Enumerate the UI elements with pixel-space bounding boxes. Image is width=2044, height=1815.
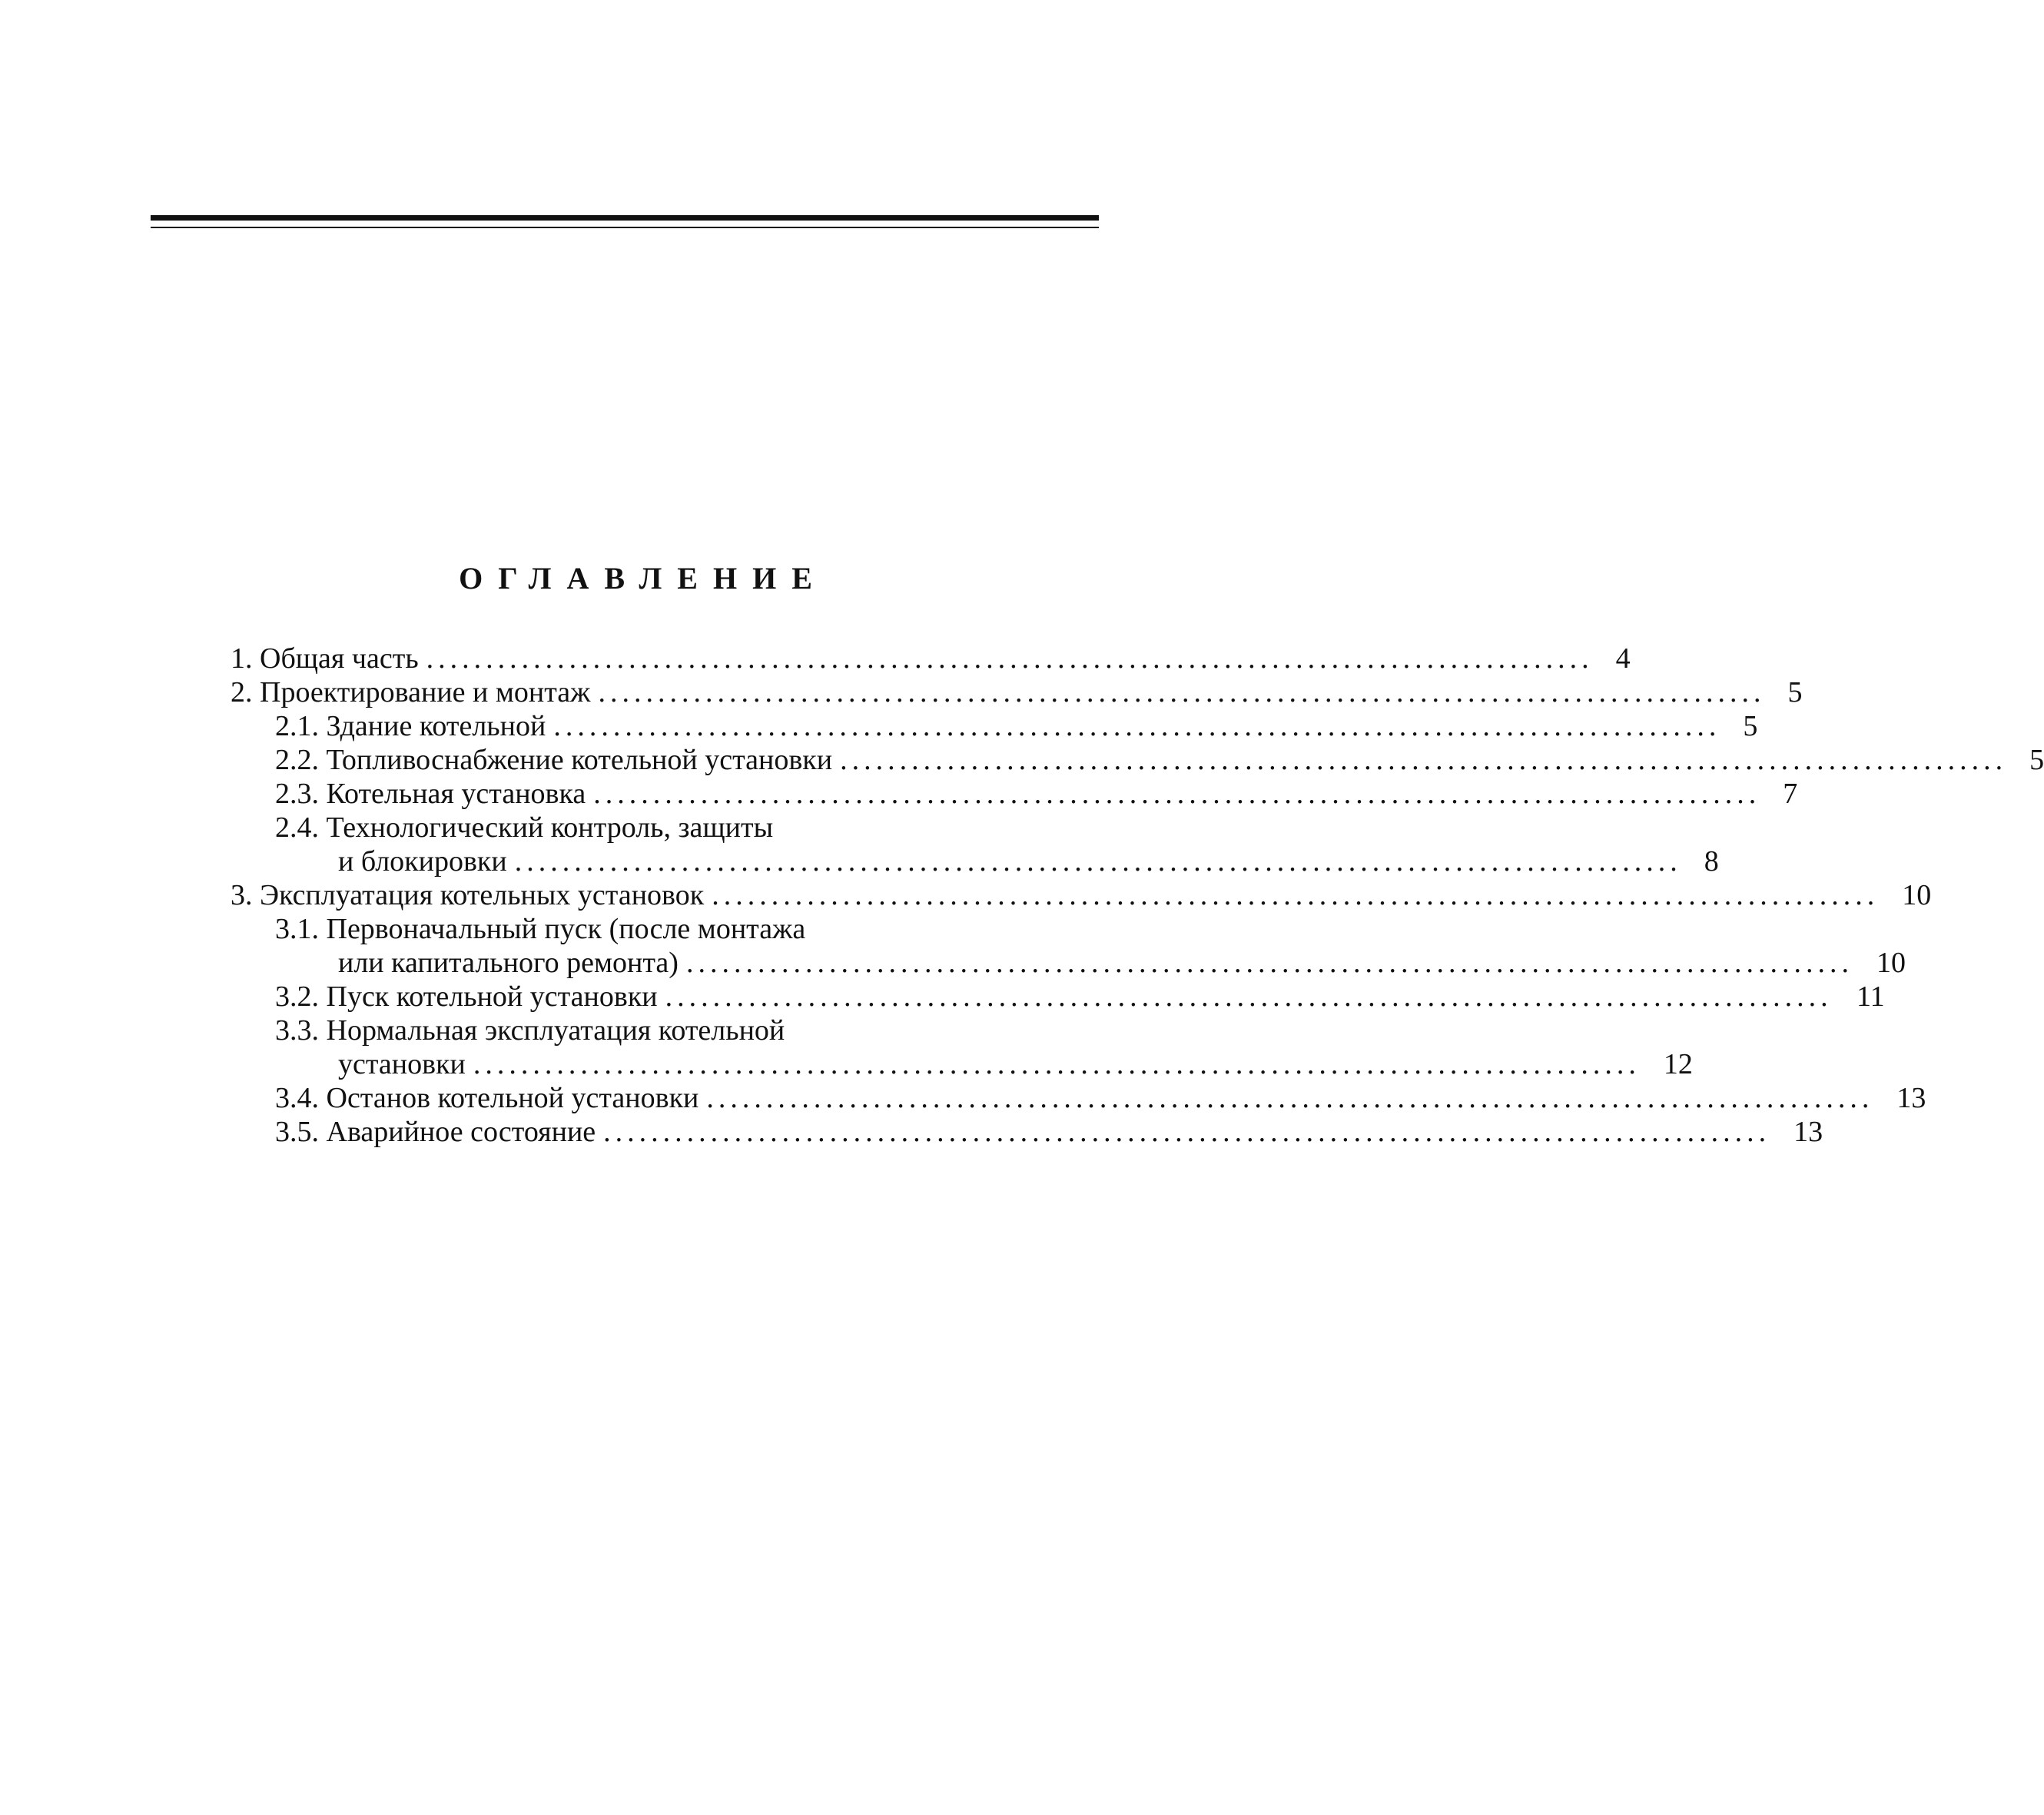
toc-entry-3-3[interactable] [231, 1014, 1026, 1047]
toc-entry-title: Здание котельной [326, 710, 546, 742]
toc-entry-3-1[interactable] [231, 912, 1026, 946]
toc-entry-page: 5 [1787, 676, 1803, 708]
toc-entry-number: 3.2. [275, 980, 319, 1013]
toc-entry-title: Останов котельной установки [326, 1082, 699, 1114]
toc-entry-title: Аварийное состояние [326, 1116, 596, 1148]
toc-entry-title: Первоначальный пуск (после монтажа [326, 913, 806, 945]
toc-entry-number: 2.4. [275, 811, 319, 844]
toc-entry-page: 11 [1857, 980, 1885, 1013]
toc-entry-page: 12 [1663, 1048, 1693, 1080]
dot-leader: .................................................................................................. [665, 980, 1833, 1013]
toc-entry-3-5[interactable] [231, 1115, 1823, 1149]
dot-leader: .................................................................................................. [603, 1116, 1771, 1148]
toc-entry-page: 10 [1876, 947, 1906, 979]
dot-leader: .................................................................................................. [593, 778, 1761, 810]
toc-entry-number: 3.4. [275, 1082, 319, 1114]
dot-leader: .................................................................................................. [514, 845, 1682, 878]
toc-entry-title: Нормальная эксплуатация котельной [326, 1014, 785, 1047]
toc-entry-number: 2. [231, 676, 253, 708]
dot-leader: .................................................................................................. [426, 642, 1594, 675]
toc-entry-title: Топливоснабжение котельной установки [326, 744, 833, 776]
toc-entry-title: Эксплуатация котельных установок [260, 879, 705, 911]
toc-entry-title: Котельная установка [326, 778, 586, 810]
toc-entry-page: 8 [1704, 845, 1719, 878]
toc-entry-3-3-continuation[interactable] [231, 1047, 1693, 1081]
toc-entry-number: 2.3. [275, 778, 319, 810]
dot-leader: .................................................................................................. [598, 676, 1766, 708]
toc-entry-number: 3.5. [275, 1116, 319, 1148]
toc-entry-1[interactable] [231, 642, 1631, 675]
toc-heading: ОГЛАВЛЕНИЕ [459, 561, 828, 596]
toc-entry-number: 1. [231, 642, 253, 675]
toc-entry-title-continuation: и блокировки [338, 845, 507, 878]
toc-entry-2[interactable] [231, 675, 1803, 709]
dot-leader: .................................................................................................. [706, 1082, 1874, 1114]
toc-entry-3-1-continuation[interactable] [231, 946, 1906, 980]
toc-entry-page: 4 [1615, 642, 1631, 675]
toc-entry-title: Технологический контроль, защиты [326, 811, 774, 844]
table-of-contents [231, 642, 2044, 1149]
toc-entry-title-continuation: установки [338, 1048, 466, 1080]
toc-entry-2-2[interactable] [231, 743, 2044, 777]
dot-leader: .................................................................................................. [553, 710, 1721, 742]
toc-entry-page: 10 [1902, 879, 1932, 911]
toc-entry-title: Проектирование и монтаж [260, 676, 591, 708]
dot-leader: .................................................................................................. [473, 1048, 1641, 1080]
toc-entry-2-4[interactable] [231, 811, 1026, 844]
toc-entry-2-4-continuation[interactable] [231, 844, 1719, 878]
toc-entry-page: 5 [1743, 710, 1758, 742]
top-rule-thick [151, 215, 1099, 221]
dot-leader: .................................................................................................. [840, 744, 2008, 776]
dot-leader: .................................................................................................. [712, 879, 1880, 911]
toc-entry-number: 3. [231, 879, 253, 911]
toc-entry-number: 3.1. [275, 913, 319, 945]
toc-entry-title: Пуск котельной установки [326, 980, 658, 1013]
dot-leader: .................................................................................................. [685, 947, 1853, 979]
toc-entry-number: 3.3. [275, 1014, 319, 1047]
toc-entry-number: 2.1. [275, 710, 319, 742]
toc-entry-title-continuation: или капитального ремонта) [338, 947, 679, 979]
top-rule-thin [151, 227, 1099, 228]
toc-entry-page: 13 [1896, 1082, 1926, 1114]
toc-entry-number: 2.2. [275, 744, 319, 776]
toc-entry-3-2[interactable] [231, 980, 1885, 1014]
toc-entry-2-1[interactable] [231, 709, 1758, 743]
toc-entry-page: 13 [1793, 1116, 1823, 1148]
toc-entry-3-4[interactable] [231, 1081, 1926, 1115]
toc-entry-title: Общая часть [260, 642, 419, 675]
toc-entry-3[interactable] [231, 878, 1932, 912]
toc-entry-page: 5 [2029, 744, 2044, 776]
toc-entry-page: 7 [1783, 778, 1798, 810]
toc-entry-2-3[interactable] [231, 777, 1798, 811]
